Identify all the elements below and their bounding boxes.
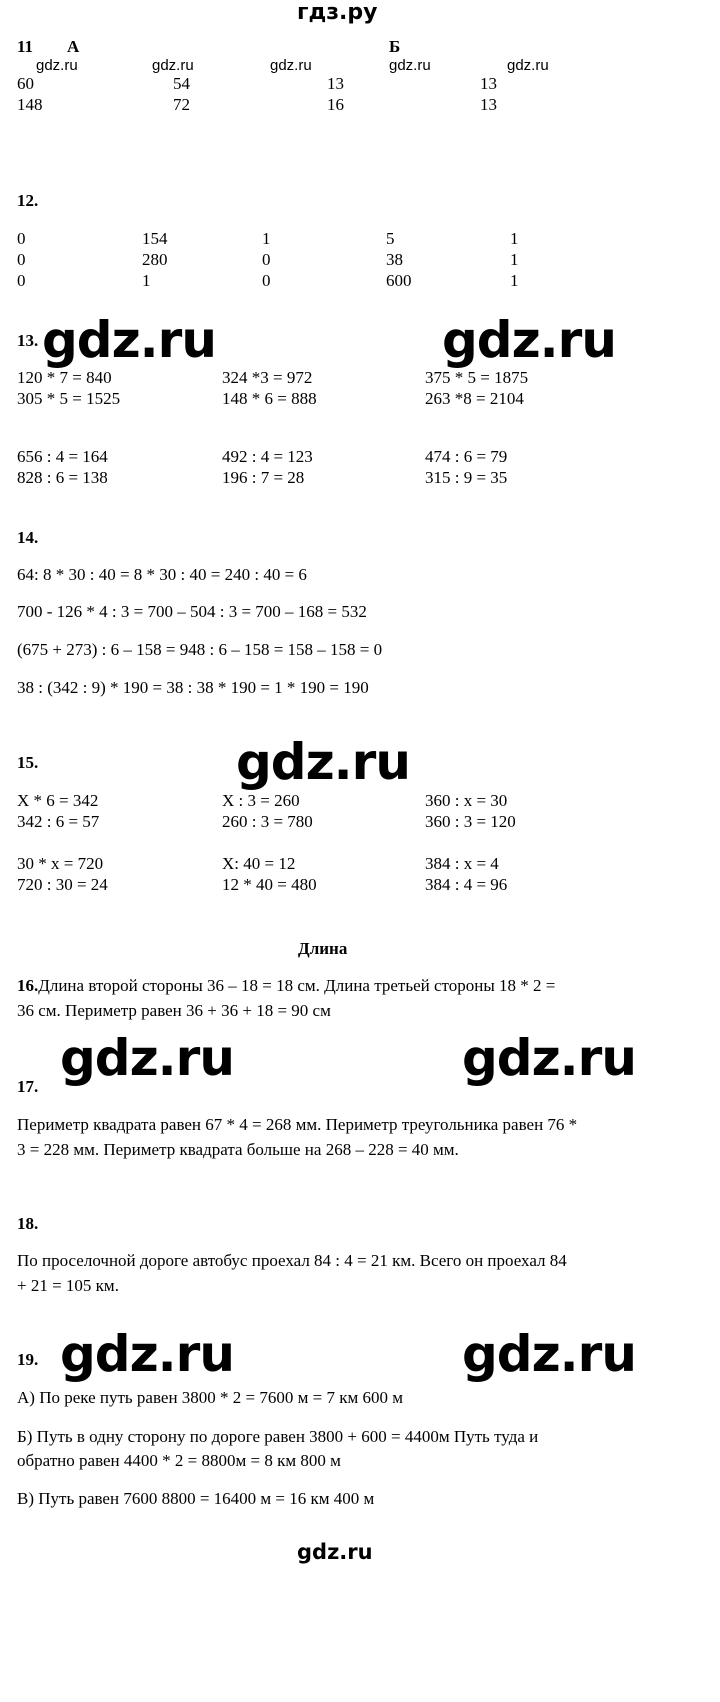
task-16-number: 16. <box>17 976 39 995</box>
answer-cell: 0 <box>17 229 26 248</box>
expression-line: 38 : (342 : 9) * 190 = 38 : 38 * 190 = 1 * 190 = 190 <box>17 678 369 697</box>
small-watermark: gdz.ru <box>507 57 549 74</box>
watermark: gdz.ru <box>462 1325 636 1383</box>
task-16-line <box>17 976 555 996</box>
answer-cell: 13 <box>480 74 497 93</box>
equation: X * 6 = 342 <box>17 791 99 810</box>
small-watermark: gdz.ru <box>270 57 312 74</box>
equation: 120 * 7 = 840 <box>17 368 112 387</box>
equation: 656 : 4 = 164 <box>17 447 108 466</box>
equation: 384 : 4 = 96 <box>425 875 508 894</box>
answer-cell: 54 <box>173 74 190 93</box>
task-19-part-b-line-2: обратно равен 4400 * 2 = 8800м = 8 км 800 м <box>17 1451 341 1470</box>
equation: 375 * 5 = 1875 <box>425 368 529 387</box>
small-watermark: gdz.ru <box>36 57 78 74</box>
equation: 384 : x = 4 <box>425 854 499 873</box>
answer-cell: 1 <box>510 250 519 269</box>
equation: 492 : 4 = 123 <box>222 447 313 466</box>
expression-line: 64: 8 * 30 : 40 = 8 * 30 : 40 = 240 : 40 = 6 <box>17 565 307 584</box>
equation: 828 : 6 = 138 <box>17 468 108 487</box>
small-watermark: gdz.ru <box>389 57 431 74</box>
task-13-number: 13. <box>17 331 39 350</box>
answer-cell: 1 <box>142 271 151 290</box>
task-19-part-c: В) Путь равен 7600 8800 = 16400 м = 16 км 400 м <box>17 1489 375 1508</box>
watermark: gdz.ru <box>60 1325 234 1383</box>
answer-cell: 60 <box>17 74 34 93</box>
equation: 12 * 40 = 480 <box>222 875 317 894</box>
task-17-number: 17. <box>17 1077 39 1096</box>
task-11-column-b: Б <box>389 37 401 56</box>
task-12-number: 12. <box>17 191 39 210</box>
answer-cell: 0 <box>262 250 271 269</box>
task-19-part-b-line-1: Б) Путь в одну сторону по дороге равен 3800 + 600 = 4400м Путь туда и <box>17 1427 539 1446</box>
equation: 342 : 6 = 57 <box>17 812 100 831</box>
task-14-number: 14. <box>17 528 39 547</box>
site-header: гдз.ру <box>297 0 378 25</box>
answer-cell: 5 <box>386 229 395 248</box>
task-15-number: 15. <box>17 753 39 772</box>
equation: 360 : x = 30 <box>425 791 508 810</box>
task-19-number: 19. <box>17 1350 39 1369</box>
equation: 305 * 5 = 1525 <box>17 389 121 408</box>
answer-cell: 0 <box>17 250 26 269</box>
answer-cell: 154 <box>142 229 168 248</box>
task-19-part-a: А) По реке путь равен 3800 * 2 = 7600 м = 7 км 600 м <box>17 1388 403 1407</box>
expression-line: (675 + 273) : 6 – 158 = 948 : 6 – 158 = 158 – 158 = 0 <box>17 640 383 659</box>
task-18-text-line-2: + 21 = 105 км. <box>17 1276 119 1295</box>
equation: 474 : 6 = 79 <box>425 447 508 466</box>
equation: 315 : 9 = 35 <box>425 468 508 487</box>
watermark: gdz.ru <box>236 733 410 791</box>
answer-cell: 0 <box>17 271 26 290</box>
equation: 324 *3 = 972 <box>222 368 313 387</box>
equation: 263 *8 = 2104 <box>425 389 524 408</box>
watermark: gdz.ru <box>462 1029 636 1087</box>
answer-cell: 1 <box>510 229 519 248</box>
equation: 720 : 30 = 24 <box>17 875 108 894</box>
task-18-text-line-1: По проселочной дороге автобус проехал 84 : 4 = 21 км. Всего он проехал 84 <box>17 1251 567 1270</box>
answer-cell: 148 <box>17 95 43 114</box>
expression-line: 700 - 126 * 4 : 3 = 700 – 504 : 3 = 700 – 168 = 532 <box>17 602 367 621</box>
task-16-text: Длина второй стороны 36 – 18 = 18 см. Длина третьей стороны 18 * 2 = <box>38 976 556 995</box>
equation: 360 : 3 = 120 <box>425 812 516 831</box>
answer-cell: 16 <box>327 95 344 114</box>
answer-cell: 13 <box>327 74 344 93</box>
equation: X : 3 = 260 <box>222 791 300 810</box>
watermark: gdz.ru <box>60 1029 234 1087</box>
site-footer: gdz.ru <box>297 1540 373 1564</box>
watermark: gdz.ru <box>442 311 616 369</box>
task-11-number: 11 <box>17 37 34 56</box>
equation: 148 * 6 = 888 <box>222 389 317 408</box>
answer-cell: 280 <box>142 250 168 269</box>
equation: 30 * x = 720 <box>17 854 104 873</box>
equation: 260 : 3 = 780 <box>222 812 313 831</box>
answer-cell: 1 <box>262 229 271 248</box>
task-18-number: 18. <box>17 1214 39 1233</box>
answer-cell: 1 <box>510 271 519 290</box>
answer-cell: 13 <box>480 95 497 114</box>
section-title: Длина <box>298 939 348 958</box>
task-17-text-line-2: 3 = 228 мм. Периметр квадрата больше на 268 – 228 = 40 мм. <box>17 1140 459 1159</box>
small-watermark: gdz.ru <box>152 57 194 74</box>
answer-cell: 38 <box>386 250 403 269</box>
task-11-column-a: А <box>67 37 80 56</box>
answer-cell: 72 <box>173 95 190 114</box>
equation: 196 : 7 = 28 <box>222 468 305 487</box>
equation: X: 40 = 12 <box>222 854 296 873</box>
watermark: gdz.ru <box>42 311 216 369</box>
answer-cell: 0 <box>262 271 271 290</box>
task-17-text-line-1: Периметр квадрата равен 67 * 4 = 268 мм. Периметр треугольника равен 76 * <box>17 1115 578 1134</box>
answer-cell: 600 <box>386 271 412 290</box>
task-16-text-line-2: 36 см. Периметр равен 36 + 36 + 18 = 90 см <box>17 1001 331 1020</box>
